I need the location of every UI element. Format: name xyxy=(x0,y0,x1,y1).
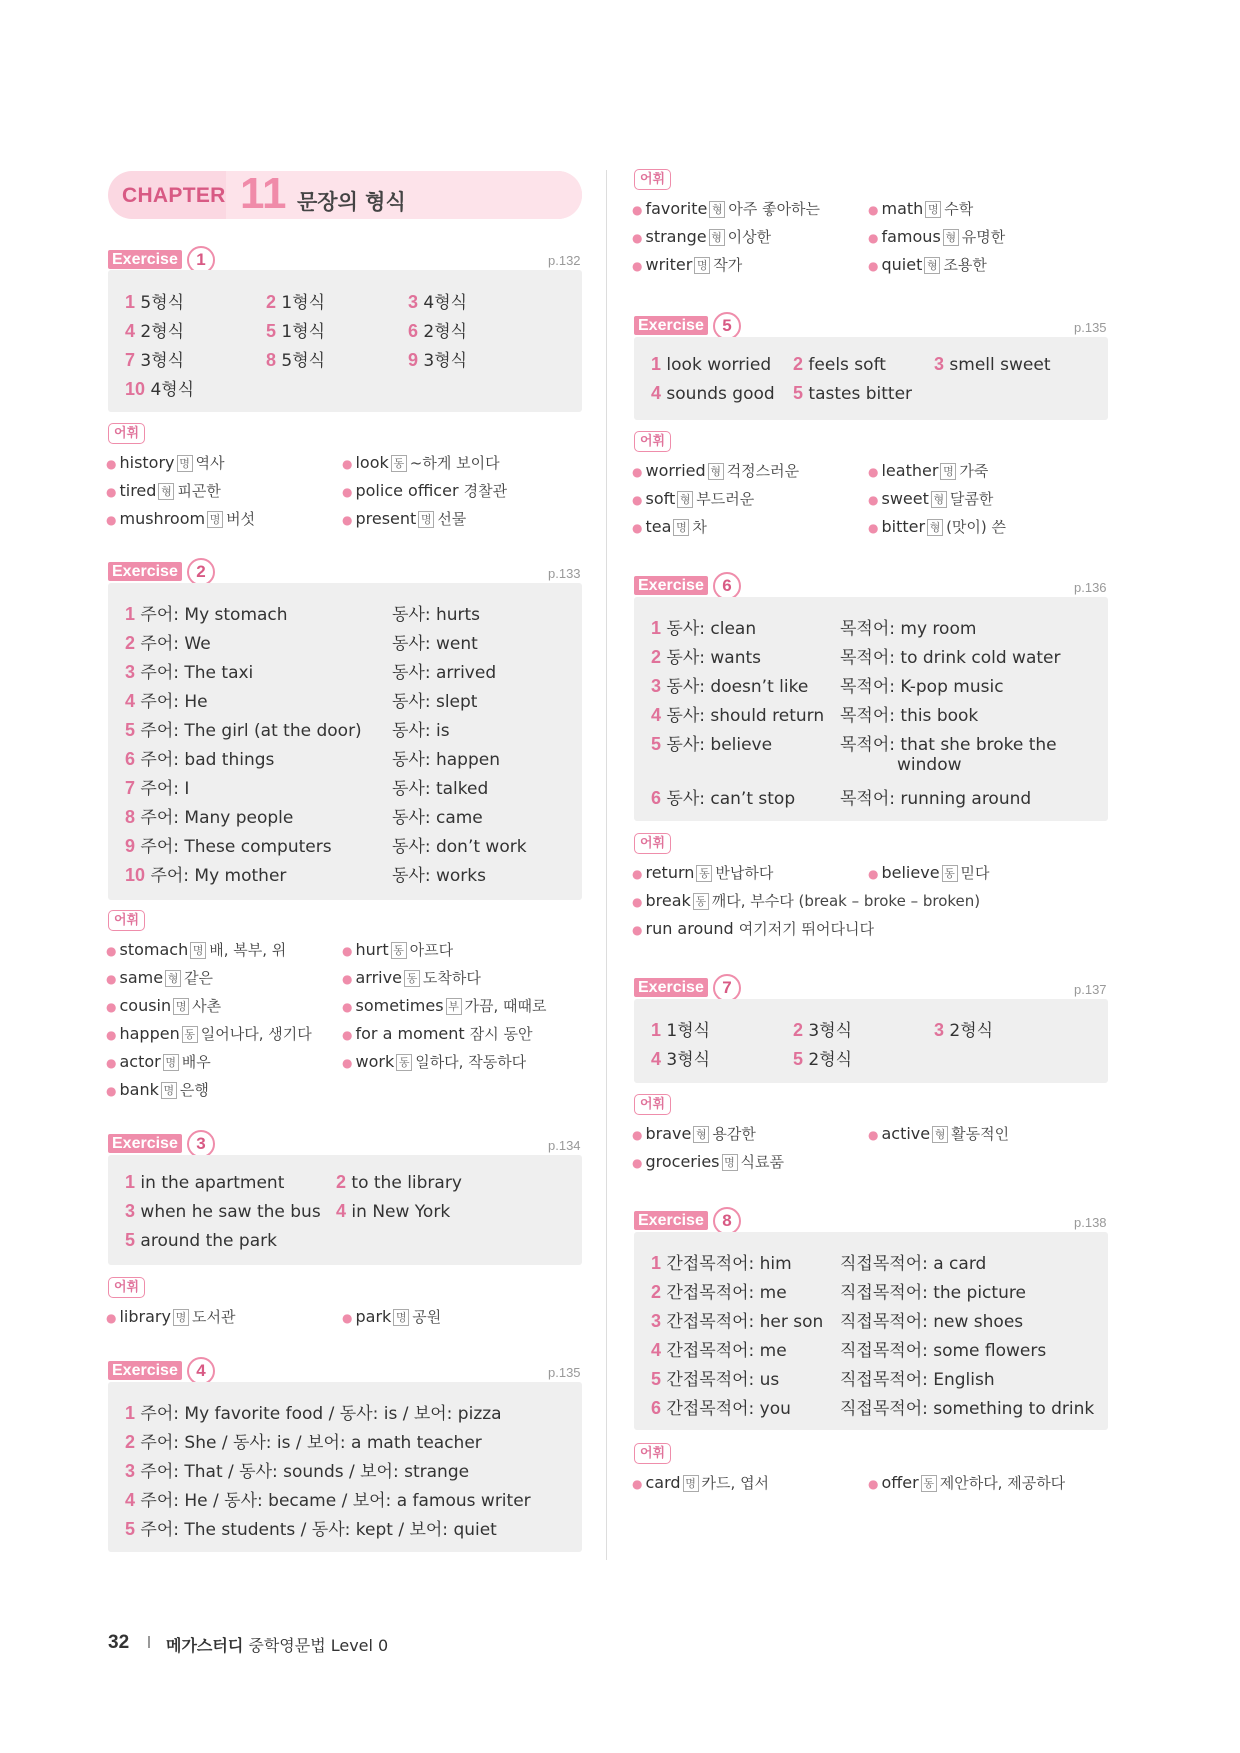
answer-row: 직접목적어: a card xyxy=(840,1254,987,1274)
answer-row: 9 3형식 xyxy=(408,350,468,371)
answer-row: 3 간접목적어: her son xyxy=(651,1311,824,1332)
answer-row: 목적어: running around xyxy=(840,789,1032,809)
answer-row: 4 3형식 xyxy=(651,1049,711,1070)
answer-row: 7 3형식 xyxy=(125,350,185,371)
answer-row: 3 주어: That / 동사: sounds / 보어: strange xyxy=(125,1461,470,1482)
answer-row: 2 주어: She / 동사: is / 보어: a math teacher xyxy=(125,1432,482,1453)
answer-row: 5 tastes bitter xyxy=(793,383,913,404)
answer-row: 목적어: K-pop music xyxy=(840,677,1004,697)
vocab-item: ● look 동 ~하게 보이다 xyxy=(342,453,500,472)
vocab-item: ● active 형 활동적인 xyxy=(868,1124,1010,1143)
answer-row: 3 smell sweet xyxy=(934,354,1051,375)
exercise-7-number: 7 xyxy=(713,974,741,1002)
vocab-item: ● writer 명 작가 xyxy=(632,255,743,274)
answer-row: 동사: went xyxy=(392,634,478,654)
answer-row: 5 2형식 xyxy=(793,1049,853,1070)
vocab-item: ● arrive 동 도착하다 xyxy=(342,968,481,987)
answer-row: 9 주어: These computers xyxy=(125,836,332,857)
vocab-tag: 어휘 xyxy=(108,423,145,444)
answer-row: 10 주어: My mother xyxy=(125,865,287,886)
chapter-title: 문장의 형식 xyxy=(297,190,406,214)
vocab-item: ● worried 형 걱정스러운 xyxy=(632,461,800,480)
vocab-item: ● strange 형 이상한 xyxy=(632,227,772,246)
answer-row: 5 around the park xyxy=(125,1230,277,1251)
exercise-2-label: Exercise xyxy=(108,562,182,581)
answer-row: 7 주어: I xyxy=(125,778,190,799)
vocab-item: ● police officer 경찰관 xyxy=(342,481,508,500)
vocab-item: ● leather 명 가죽 xyxy=(868,461,989,480)
answer-row: 4 sounds good xyxy=(651,383,775,404)
answer-row: 목적어: this book xyxy=(840,706,979,726)
answer-row: 4 간접목적어: me xyxy=(651,1340,787,1361)
answer-row: 4 동사: should return xyxy=(651,705,825,726)
vocab-item: ● brave 형 용감한 xyxy=(632,1124,756,1143)
answer-row: 1 1형식 xyxy=(651,1020,711,1041)
exercise-2-page: p.133 xyxy=(548,566,581,581)
vocab-tag: 어휘 xyxy=(634,169,671,190)
exercise-3-number: 3 xyxy=(187,1130,215,1158)
exercise-4-label: Exercise xyxy=(108,1361,182,1380)
answer-row: 직접목적어: new shoes xyxy=(840,1312,1024,1332)
answer-row: 1 주어: My stomach xyxy=(125,604,288,625)
vocab-item: ● famous 형 유명한 xyxy=(868,227,1006,246)
exercise-6-number: 6 xyxy=(713,572,741,600)
answer-row: 동사: arrived xyxy=(392,663,497,683)
exercise-1-label: Exercise xyxy=(108,250,182,269)
vocab-tag: 어휘 xyxy=(634,1094,671,1115)
vocab-item: ● favorite 형 아주 좋아하는 xyxy=(632,199,821,218)
vocab-item: ● library 명 도서관 xyxy=(106,1307,236,1326)
answer-row: 직접목적어: English xyxy=(840,1370,995,1390)
vocab-item: ● soft 형 부드러운 xyxy=(632,489,755,508)
exercise-5-label: Exercise xyxy=(634,316,708,335)
exercise-8-label: Exercise xyxy=(634,1211,708,1230)
vocab-item: ● mushroom 명 버섯 xyxy=(106,509,256,528)
page-number: 32 xyxy=(108,1632,130,1653)
column-divider xyxy=(606,170,607,1560)
vocab-item: ● for a moment 잠시 동안 xyxy=(342,1024,533,1043)
exercise-1-number: 1 xyxy=(187,246,215,274)
answer-row: 8 주어: Many people xyxy=(125,807,294,828)
vocab-item: ● bank 명 은행 xyxy=(106,1080,209,1099)
answer-row: 4 주어: He xyxy=(125,691,208,712)
answer-row: 2 3형식 xyxy=(793,1020,853,1041)
answer-row: 2 주어: We xyxy=(125,633,211,654)
answer-row: 2 1형식 xyxy=(266,292,326,313)
exercise-2-number: 2 xyxy=(187,558,215,586)
exercise-7-label: Exercise xyxy=(634,978,708,997)
answer-row: 6 간접목적어: you xyxy=(651,1398,791,1419)
vocab-item: ● return 동 반납하다 xyxy=(632,863,774,882)
answer-row: 1 5형식 xyxy=(125,292,185,313)
exercise-3-page: p.134 xyxy=(548,1138,581,1153)
answer-row: 목적어: to drink cold water xyxy=(840,648,1061,668)
exercise-4-page: p.135 xyxy=(548,1365,581,1380)
vocab-item: ● groceries 명 식료품 xyxy=(632,1152,784,1171)
answer-row: 10 4형식 xyxy=(125,379,195,400)
exercise-1-page: p.132 xyxy=(548,253,581,268)
vocab-item: ● sweet 형 달콤한 xyxy=(868,489,994,508)
exercise-5-page: p.135 xyxy=(1074,320,1107,335)
answer-row: 1 간접목적어: him xyxy=(651,1253,792,1274)
vocab-item: ● run around 여기저기 뛰어다니다 xyxy=(632,919,874,938)
answer-row: 6 주어: bad things xyxy=(125,749,275,770)
answer-row: 5 간접목적어: us xyxy=(651,1369,780,1390)
vocab-item: ● work 동 일하다, 작동하다 xyxy=(342,1052,527,1071)
answer-row: 직접목적어: the picture xyxy=(840,1283,1026,1303)
exercise-8-page: p.138 xyxy=(1074,1215,1107,1230)
answer-row: 4 주어: He / 동사: became / 보어: a famous writer xyxy=(125,1490,531,1511)
vocab-item: ● same 형 같은 xyxy=(106,968,214,987)
answer-row: 동사: came xyxy=(392,808,483,828)
book-title: 메가스터디 중학영문법 Level 0 xyxy=(166,1636,389,1655)
vocab-tag: 어휘 xyxy=(634,431,671,452)
answer-row: 8 5형식 xyxy=(266,350,326,371)
answer-row: 5 1형식 xyxy=(266,321,326,342)
exercise-7-answer-box xyxy=(634,999,1108,1083)
exercise-3-label: Exercise xyxy=(108,1134,182,1153)
answer-row: 동사: is xyxy=(392,721,450,741)
vocab-item: ● park 명 공원 xyxy=(342,1307,442,1326)
answer-row: 동사: hurts xyxy=(392,605,481,625)
answer-row: 1 동사: clean xyxy=(651,618,757,639)
answer-row: 6 2형식 xyxy=(408,321,468,342)
answer-row: 1 주어: My favorite food / 동사: is / 보어: pizza xyxy=(125,1403,502,1424)
exercise-6-page: p.136 xyxy=(1074,580,1107,595)
exercise-7-page: p.137 xyxy=(1074,982,1107,997)
answer-row: 4 in New York xyxy=(336,1201,451,1222)
answer-row: 3 주어: The taxi xyxy=(125,662,254,683)
vocab-tag: 어휘 xyxy=(634,1443,671,1464)
exercise-4-number: 4 xyxy=(187,1357,215,1385)
vocab-item: ● math 명 수학 xyxy=(868,199,974,218)
answer-row: 동사: talked xyxy=(392,779,489,799)
vocab-item: ● history 명 역사 xyxy=(106,453,225,472)
answer-row: 동사: works xyxy=(392,866,486,886)
answer-row: 2 동사: wants xyxy=(651,647,762,668)
answer-row: 5 주어: The students / 동사: kept / 보어: quiet xyxy=(125,1519,497,1540)
vocab-item: ● tired 형 피곤한 xyxy=(106,481,221,500)
answer-row: 2 feels soft xyxy=(793,354,886,375)
answer-row: 6 동사: can’t stop xyxy=(651,788,796,809)
vocab-item: ● happen 동 일어나다, 생기다 xyxy=(106,1024,312,1043)
answer-row: 5 동사: believe xyxy=(651,734,773,755)
exercise-6-label: Exercise xyxy=(634,576,708,595)
vocab-tag: 어휘 xyxy=(634,833,671,854)
answer-row: 동사: slept xyxy=(392,692,478,712)
answer-row: 3 2형식 xyxy=(934,1020,994,1041)
answer-row: 3 when he saw the bus xyxy=(125,1201,321,1222)
answer-row: 2 간접목적어: me xyxy=(651,1282,787,1303)
vocab-tag: 어휘 xyxy=(108,910,145,931)
answer-row: 5 주어: The girl (at the door) xyxy=(125,720,362,741)
answer-row: 1 look worried xyxy=(651,354,772,375)
answer-row: 3 동사: doesn’t like xyxy=(651,676,809,697)
answer-row: 3 4형식 xyxy=(408,292,468,313)
chapter-label: CHAPTER xyxy=(122,184,226,207)
vocab-item: ● sometimes 부 가끔, 때때로 xyxy=(342,996,547,1015)
vocab-tag: 어휘 xyxy=(108,1277,145,1298)
vocab-item: ● bitter 형 (맛이) 쓴 xyxy=(868,517,1007,536)
chapter-number: 11 xyxy=(240,169,287,218)
answer-row: window xyxy=(897,755,962,775)
answer-row: 동사: happen xyxy=(392,750,500,770)
exercise-5-number: 5 xyxy=(713,312,741,340)
vocab-item: ● tea 명 차 xyxy=(632,517,707,536)
vocab-item: ● offer 동 제안하다, 제공하다 xyxy=(868,1473,1066,1492)
answer-row: 4 2형식 xyxy=(125,321,185,342)
answer-row: 직접목적어: something to drink xyxy=(840,1399,1095,1419)
exercise-5-answer-box xyxy=(634,337,1108,420)
vocab-item: ● believe 동 믿다 xyxy=(868,863,990,882)
vocab-item: ● present 명 선물 xyxy=(342,509,467,528)
vocab-item: ● hurt 동 아프다 xyxy=(342,940,454,959)
answer-row: 목적어: that she broke the xyxy=(840,735,1057,755)
vocab-item: ● break 동 깨다, 부수다 (break – broke – broken) xyxy=(632,891,981,910)
answer-row: 직접목적어: some flowers xyxy=(840,1341,1047,1361)
vocab-item: ● quiet 형 조용한 xyxy=(868,255,987,274)
answer-row: 목적어: my room xyxy=(840,619,977,639)
vocab-item: ● actor 명 배우 xyxy=(106,1052,211,1071)
vocab-item: ● stomach 명 배, 복부, 위 xyxy=(106,940,287,959)
footer-separator xyxy=(148,1636,150,1648)
exercise-8-number: 8 xyxy=(713,1207,741,1235)
answer-row: 1 in the apartment xyxy=(125,1172,285,1193)
answer-row: 2 to the library xyxy=(336,1172,462,1193)
vocab-item: ● cousin 명 사촌 xyxy=(106,996,222,1015)
answer-row: 동사: don’t work xyxy=(392,837,527,857)
vocab-item: ● card 명 카드, 엽서 xyxy=(632,1473,770,1492)
